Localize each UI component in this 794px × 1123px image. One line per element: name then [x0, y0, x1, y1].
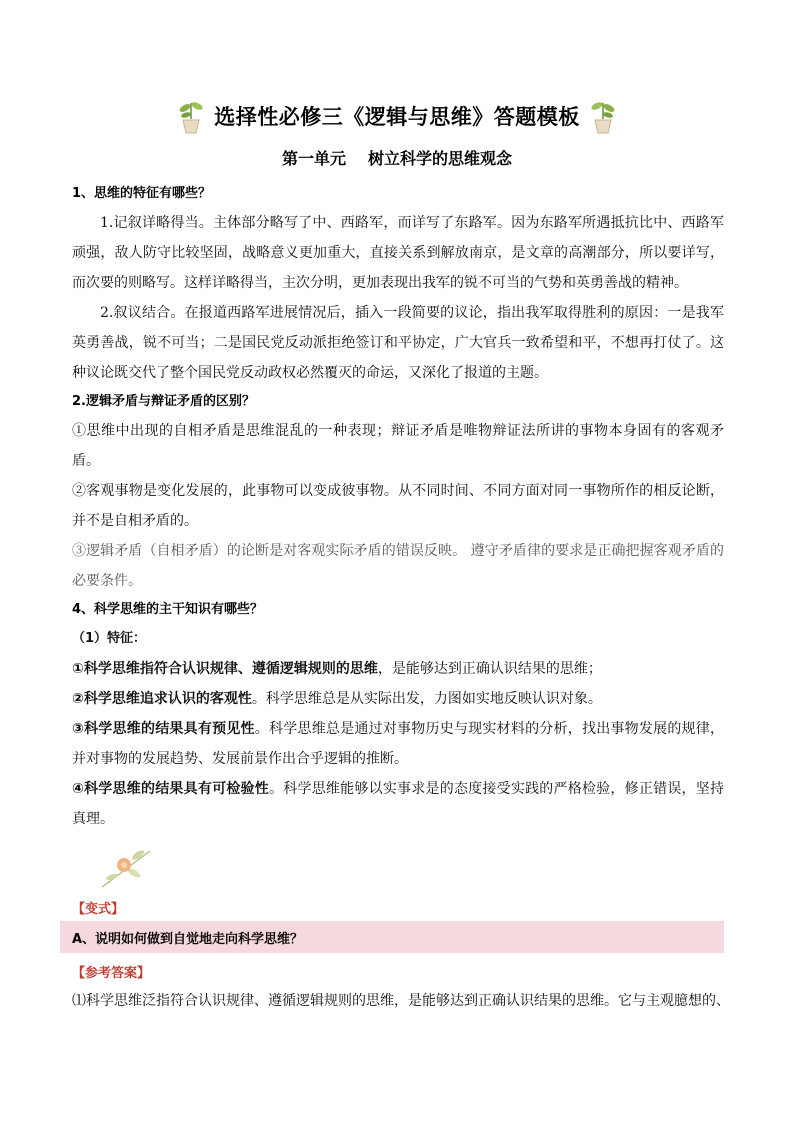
answer-tag: 【参考答案】 [72, 966, 151, 981]
title-row [0, 96, 794, 136]
feature-rest: 。科学思维总是通过对事物历史与现实材料的分析，找出事物发展的规律，并对事物的发展趋势、发展前景作出合乎逻辑的推断。 [72, 721, 725, 767]
question-2: 2.逻辑矛盾与辩证矛盾的区别？ [72, 394, 255, 409]
feature-bold: ③科学思维的结果具有预见性 [72, 721, 255, 737]
feature-bold: ①科学思维指符合认识规律、遵循逻辑规则的思维 [72, 661, 378, 677]
potted-plant-icon [174, 97, 208, 135]
document-title: 选择性必修三《逻辑与思维》答题模板 [214, 105, 580, 129]
variant-tag: 【变式】 [72, 902, 125, 917]
feature-item [72, 684, 724, 714]
feature-item [72, 714, 724, 774]
potted-plant-icon [586, 97, 620, 135]
answer-item: ①思维中出现的自相矛盾是思维混乱的一种表现；辩证矛盾是唯物辩证法所讲的事物本身固有的客观矛盾。 [72, 423, 724, 469]
flower-branch-icon [98, 843, 158, 893]
variant-question: A、说明如何做到自觉地走向科学思维？ [72, 931, 304, 947]
feature-rest: 。科学思维总是从实际出发，力图如实地反映认识对象。 [251, 691, 602, 707]
feature-item [72, 774, 724, 834]
feature-bold: ②科学思维追求认识的客观性 [72, 691, 252, 707]
question-4: 4、科学思维的主干知识有哪些？ [72, 602, 264, 617]
answer-paragraph: 2.叙议结合。在报道西路军进展情况后，插入一段简要的议论，指出我军取得胜利的原因：一是我军英勇善战，锐不可当；二是国民党反动派拒绝签订和平协定，广大官兵一致希望和平，不想再打仗了。这种议论既交代了整个国民党反动政权必然覆灭的命运，又深化了报道的主题。 [72, 305, 724, 381]
answer-item: ②客观事物是变化发展的，此事物可以变成彼事物。从不同时间、不同方面对同一事物所作的相反论断，并不是自相矛盾的。 [72, 483, 724, 529]
question-1: 1、思维的特征有哪些？ [72, 186, 212, 201]
unit-title: 树立科学的思维观念 [368, 149, 513, 168]
feature-item [72, 654, 724, 684]
content-body [72, 182, 724, 834]
answer-paragraph: 1.记叙详略得当。主体部分略写了中、西路军，而详写了东路军。因为东路军所遇抵抗比中、西路军顽强，敌人防守比较坚固，战略意义更加重大，直接关系到解放南京，是文章的高潮部分，所以要详写，而次要的则略写。这样详略得当，主次分明，更加表现出我军的锐不可当的气势和英勇善战的精神。 [72, 215, 724, 291]
unit-label: 第一单元 [281, 149, 346, 168]
answer-text: ⑴科学思维泛指符合认识规律、遵循逻辑规则的思维，是能够达到正确认识结果的思维。它与主观臆想的、 [72, 993, 730, 1009]
answer-item: ③逻辑矛盾（自相矛盾）的论断是对客观实际矛盾的错误反映。 遵守矛盾律的要求是正确把握客观矛盾的必要条件。 [72, 543, 724, 589]
feature-rest: 。科学思维能够以实事求是的态度接受实践的严格检验，修正错误，坚持真理。 [72, 781, 724, 827]
feature-bold: ④科学思维的结果具有可检验性 [72, 781, 270, 797]
variant-question-band [60, 921, 724, 953]
unit-heading [0, 146, 794, 169]
feature-rest: ，是能够达到正确认识结果的思维； [377, 661, 602, 677]
sub-label: （1）特征： [72, 631, 147, 646]
